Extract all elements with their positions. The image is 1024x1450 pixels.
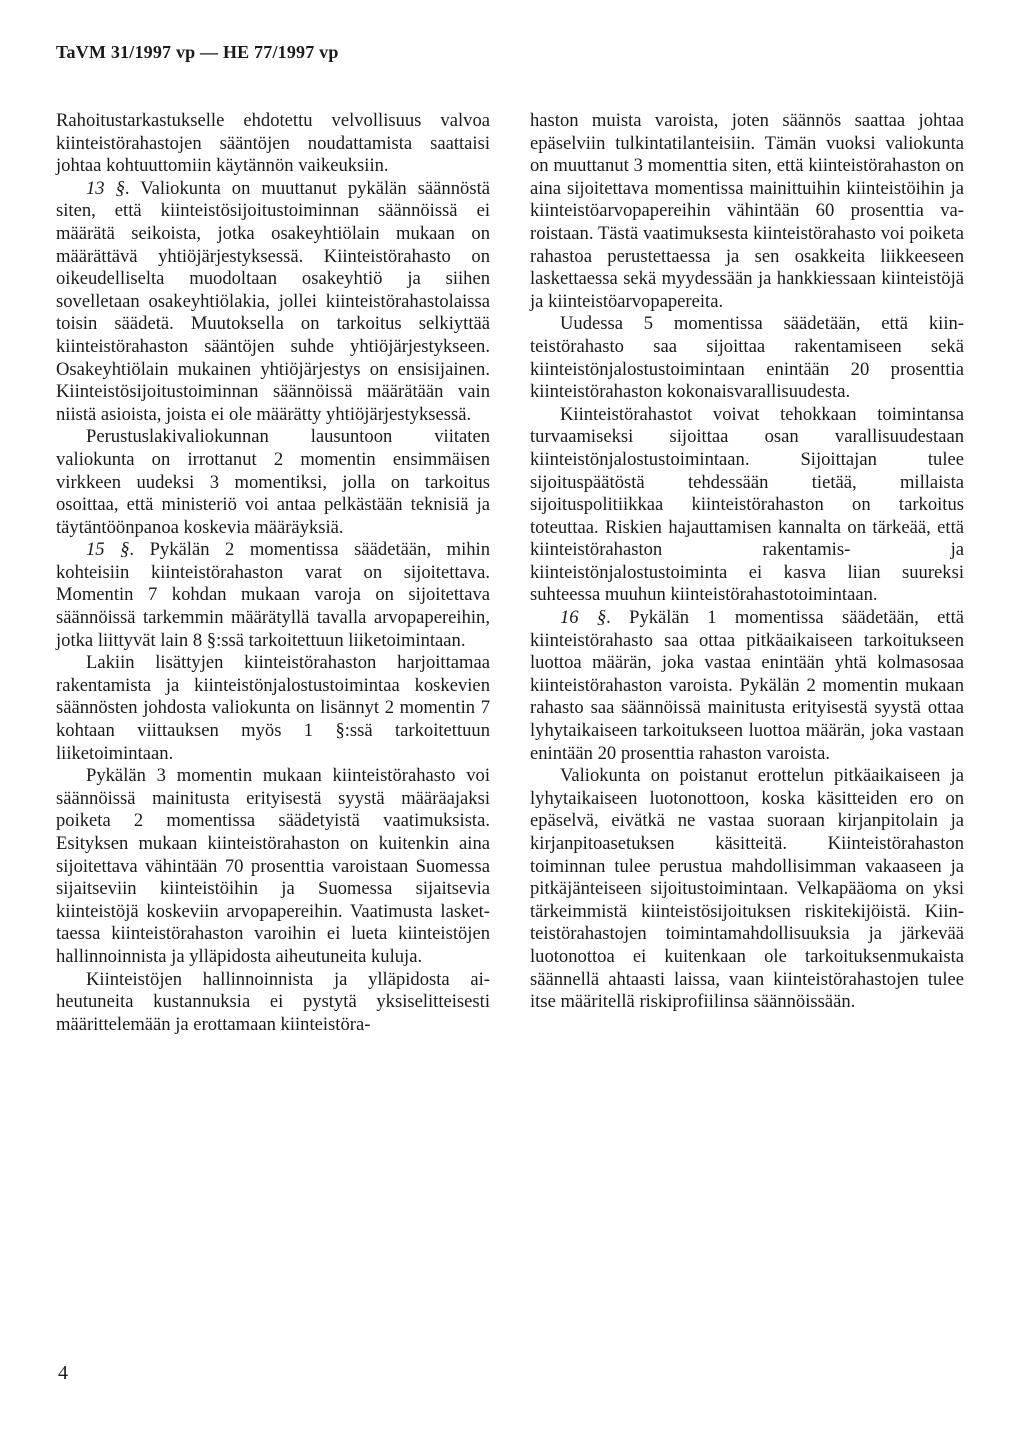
paragraph bbox=[530, 110, 964, 313]
paragraph-text: . Pykälän 1 momentissa säädetään, että kiinteistörahasto saa ottaa pitkäaikaiseen tarkoitukseen luottoa määrän, joka vastaa enintään yhtä kolmasosaa kiinteistörahaston varoista. Pykälän 2 momentin mukaan rahasto saa säännöissä mainitusta erityisestä syystä ottaa lyhytaikaiseen tarkoitukseen luottoa määrän, joka vastaan enintään 20 prosenttia rahaston varoista. bbox=[530, 607, 964, 764]
paragraph bbox=[56, 969, 490, 1037]
paragraph-text: Lakiin lisättyjen kiinteistörahaston harjoittamaa rakentamista ja kiinteistönjalostustoimintaa koskevien säännösten johdosta valiokunta on lisännyt 2 momentin 7 kohtaan viittauksen myös 1 §:ssä tarkoitettuun liiketoimintaan. bbox=[56, 652, 490, 764]
paragraph bbox=[56, 539, 490, 652]
right-column bbox=[530, 110, 964, 1014]
paragraph-text: Valiokunta on poistanut erottelun pitkäaikaiseen ja lyhytaikaiseen luotonottoon, koska käsitteiden ero on epäselvä, eivätkä ne vastaa suoraan kirjanpitolain ja kirjanpitoasetuksen käsitteitä. Kiinteistörahaston toiminnan tulee perustua mahdollisimman vakaaseen ja pitkäjänteiseen sijoitustoimintaan. Velkapääoma on yksi tärkeimmistä kiinteistösijoituksen riskitekijöistä. Kiinteistörahastojen toimintamahdollisuuksia ja järkevää luotonottoa ei kuitenkaan ole tarkoituksenmukaista säännellä ahtaasti laissa, vaan kiinteistörahastojen tulee itse määritellä riskiprofiilinsa säännöissään. bbox=[530, 765, 964, 1013]
paragraph-text: Uudessa 5 momentissa säädetään, että kiinteistörahasto saa sijoittaa rakentamiseen sekä kiinteistönjalostustoimintaan enintään 20 prosenttia kiinteistörahaston kokonaisvarallisuudesta. bbox=[530, 313, 964, 403]
paragraph-text: Kiinteistörahastot voivat tehokkaan toimintansa turvaamiseksi sijoittaa osan varallisuudestaan kiinteistönjalostustoimintaan. Sijoittajan tulee sijoituspäätöstä tehdessään tietää, millaista sijoituspolitiikkaa kiinteistörahaston on tarkoitus toteuttaa. Riskien hajauttamisen kannalta on tärkeää, että kiinteistörahaston rakentamis- ja kiinteistönjalostustoiminta ei kasva liian suureksi suhteessa muuhun kiinteistörahastotoimintaan. bbox=[530, 403, 964, 606]
paragraph bbox=[56, 110, 490, 178]
page-number: 4 bbox=[58, 1362, 68, 1384]
paragraph-text: Pykälän 3 momentin mukaan kiinteistörahasto voi säännöissä mainitusta erityisestä syystä määräajaksi poiketa 2 momentissa säädetyistä vaatimuksista. Esityksen mukaan kiinteistörahaston on kuitenkin aina sijoitettava vähintään 70 prosenttia varoistaan Suomessa sijaitseviin kiinteistöihin ja Suomessa sijaitsevia kiinteistöjä koskeviin arvopapereihin. Vaatimusta laskettaessa kiinteistörahaston varoihin ei lueta kiinteistöjen hallinnoinnista ja ylläpidosta aiheutuneita kuluja. bbox=[56, 765, 490, 967]
section-reference: 15 § bbox=[86, 539, 130, 561]
paragraph bbox=[56, 652, 490, 765]
section-reference: 16 § bbox=[560, 607, 607, 629]
paragraph bbox=[530, 404, 964, 607]
running-head: TaVM 31/1997 vp — HE 77/1997 vp bbox=[56, 42, 339, 62]
paragraph-text: . Pykälän 2 momentissa säädetään, mihin kohteisiin kiinteistörahaston varat on sijoitettava. Momentin 7 kohdan mukaan varoja on sijoitettava säännöissä tarkemmin määrätyllä tavalla arvopapereihin, jotka liittyvät lain 8 §:ssä tarkoitettuun liiketoimintaan. bbox=[56, 539, 490, 651]
left-column bbox=[56, 110, 490, 1036]
paragraph bbox=[56, 178, 490, 427]
paragraph-text: haston muista varoista, joten säännös saattaa johtaa epäselviin tulkintatilanteisiin. Tämän vuoksi valiokunta on muuttanut 3 momenttia siten, että kiinteistörahaston on aina sijoitettava momentissa mainittuihin kiinteistöihin ja kiinteistöarvopapereihin vähintään 60 prosenttia varoistaan. Tästä vaatimuksesta kiinteistörahasto voi poiketa rahastoa perustettaessa ja sen osakkeita liikkeeseen laskettaessa sekä myydessään ja hankkiessaan kiinteistöjä ja kiinteistöarvopapereita. bbox=[530, 110, 964, 312]
section-reference: 13 § bbox=[86, 177, 125, 199]
paragraph bbox=[530, 607, 964, 765]
paragraph-text: Kiinteistöjen hallinnoinnista ja ylläpidosta aiheutuneita kustannuksia ei pystytä yksiselitteisesti määrittelemään ja erottamaan kiinteistöra- bbox=[56, 968, 490, 1035]
paragraph bbox=[56, 426, 490, 539]
paragraph bbox=[530, 765, 964, 1014]
paragraph-text: Rahoitustarkastukselle ehdotettu velvollisuus valvoa kiinteistörahastojen sääntöjen noudattamista saattaisi johtaa kohtuuttomiin käytännön vaikeuksiin. bbox=[56, 110, 490, 177]
paragraph-text: . Valiokunta on muuttanut pykälän säännöstä siten, että kiinteistösijoitustoiminnan säännöissä ei määrätä seikoista, jotka osakeyhtiölain mukaan on määrättävä yhtiöjärjestyksessä. Kiinteistörahasto on oikeudelliselta muodoltaan osakeyhtiö ja siihen sovelletaan osakeyhtiölakia, jollei kiinteistörahastolaissa toisin säädetä. Muutoksella on tarkoitus selkiyttää kiinteistörahaston sääntöjen suhde yhtiöjärjestykseen. Osakeyhtiölain mukainen yhtiöjärjestys on ensisijainen. Kiinteistösijoitustoiminnan säännöissä määrätään vain niistä asioista, joista ei ole määrätty yhtiöjärjestyksessä. bbox=[56, 177, 490, 425]
paragraph bbox=[56, 765, 490, 968]
paragraph-text: Perustuslakivaliokunnan lausuntoon viitaten valiokunta on irrottanut 2 momentin ensimmäisen virkkeen uudeksi 3 momentiksi, jolla on tarkoitus osoittaa, että ministeriö voi antaa pelkästään teknisiä ja täytäntöönpanoa koskevia määräyksiä. bbox=[56, 426, 490, 538]
paragraph bbox=[530, 313, 964, 403]
